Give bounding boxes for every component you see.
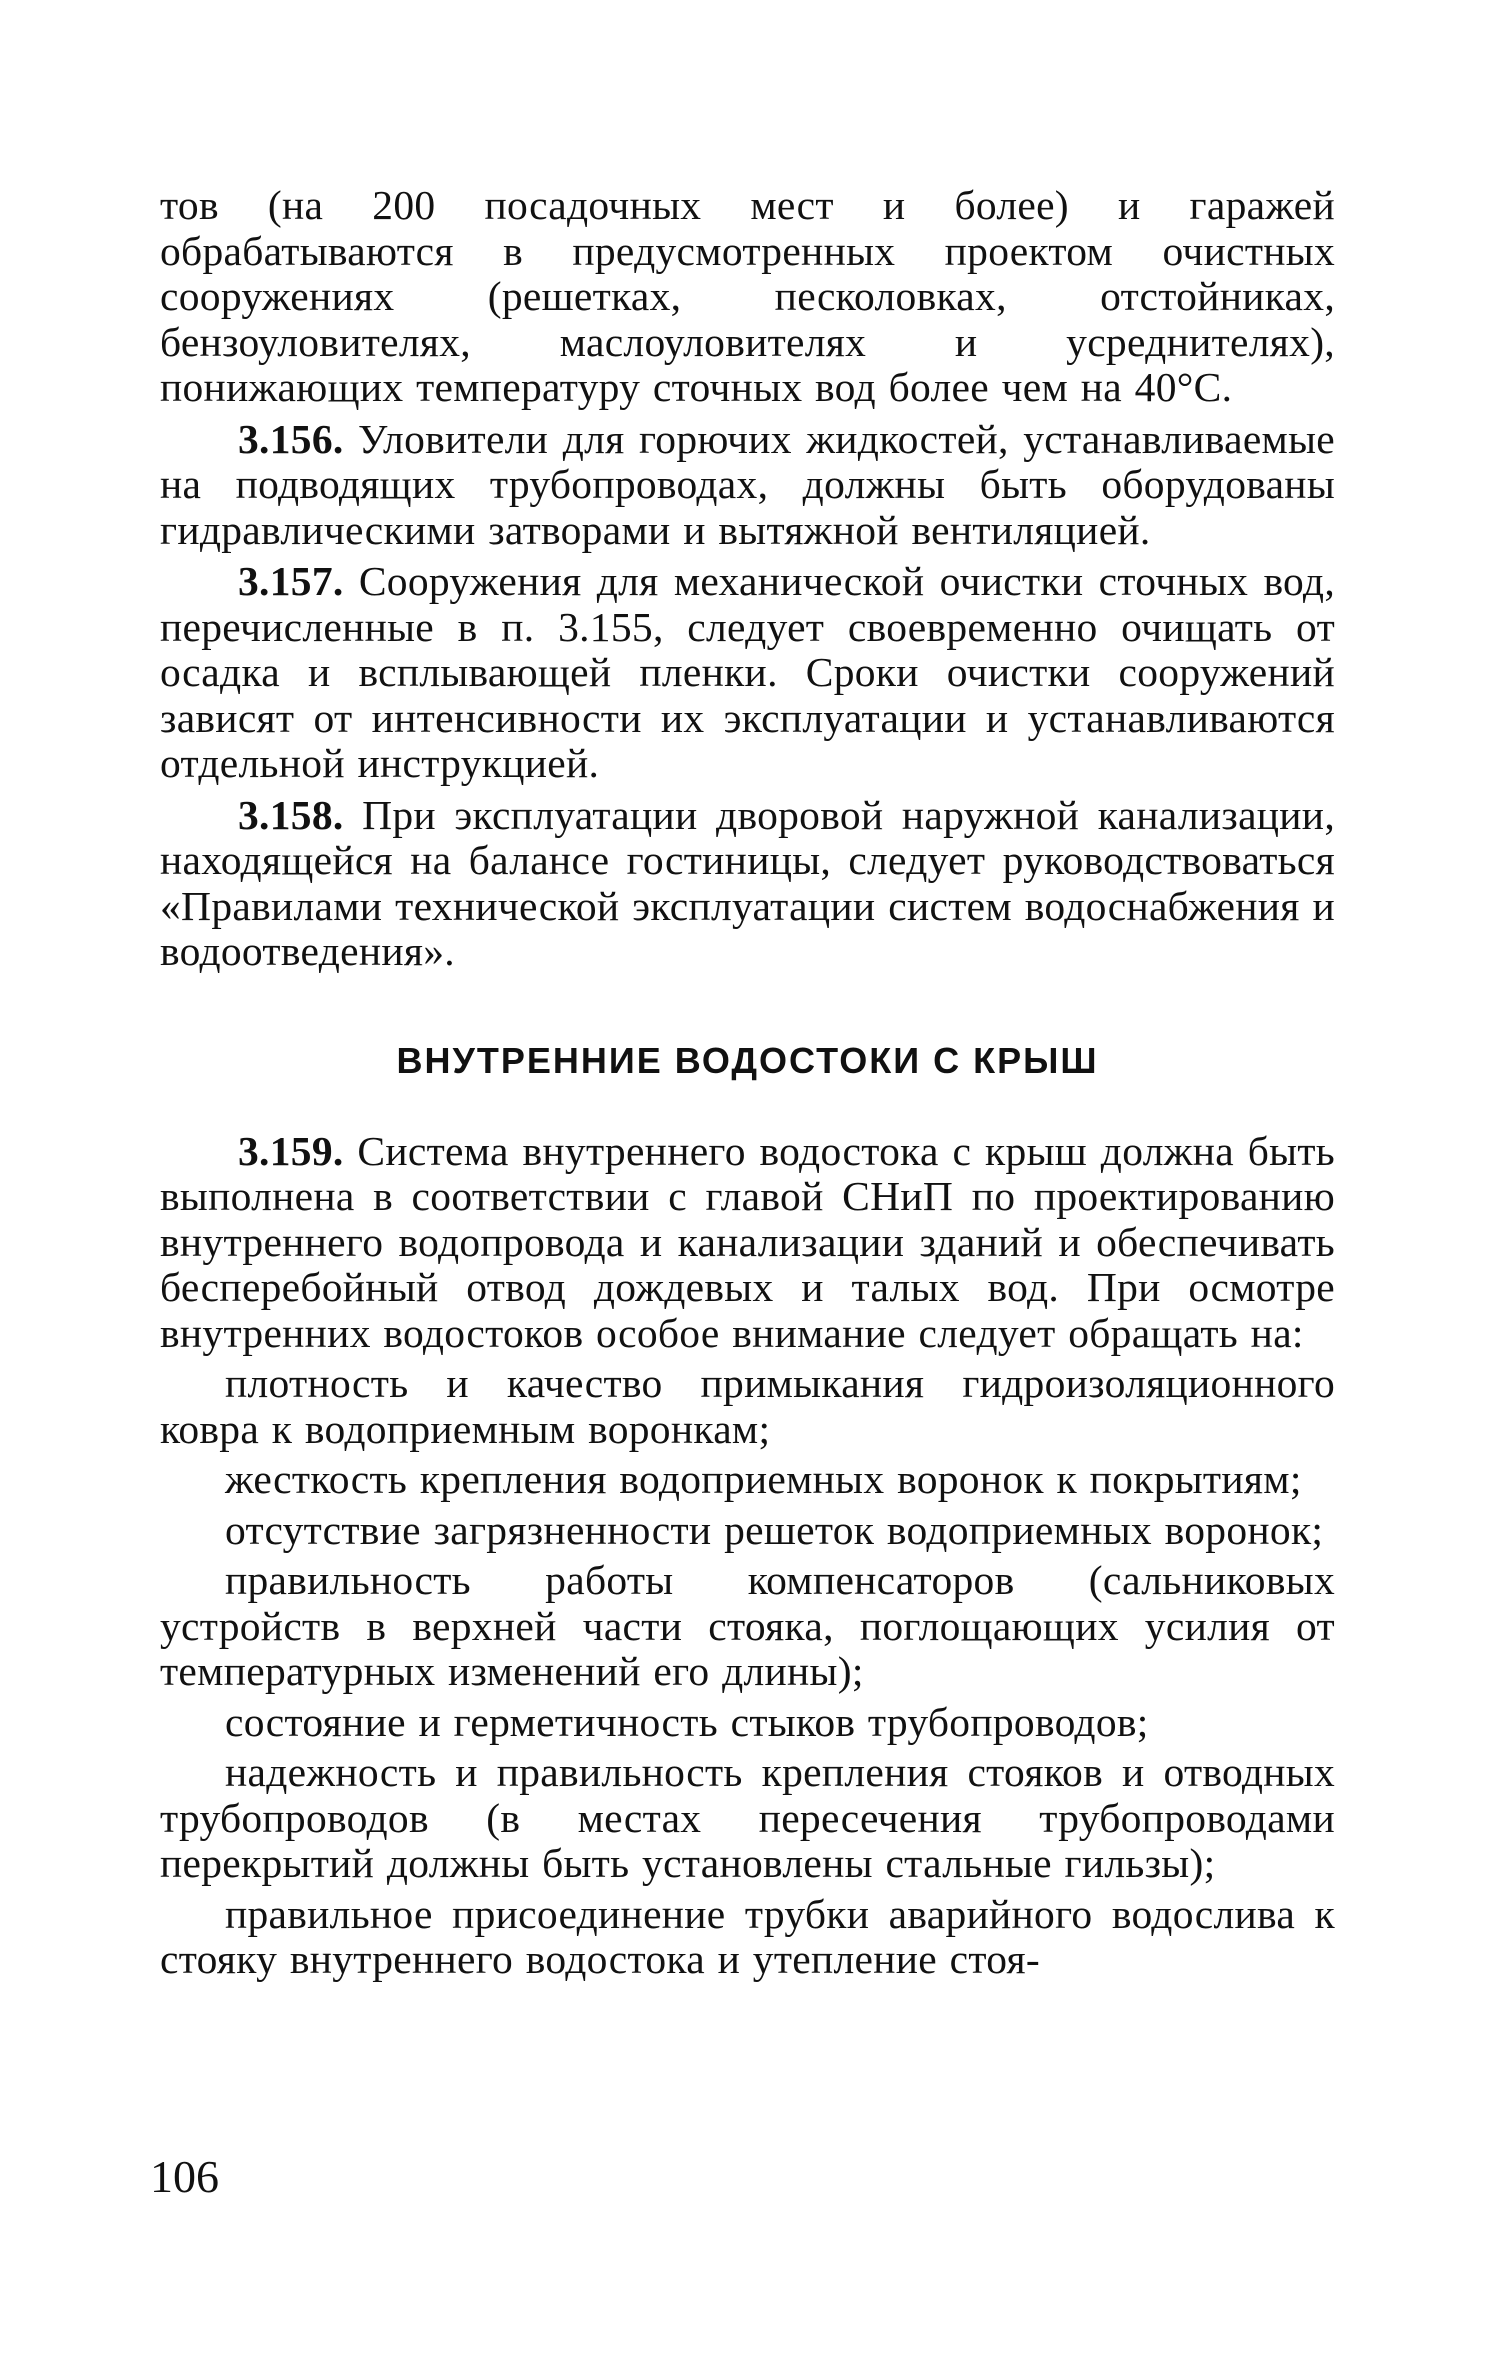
clause-text: Уловители для горючих жидкостей, устанавливаемые на подводящих трубопроводах, должны быть оборудованы гидравлическими затворами и вытяжной вентиляцией. xyxy=(160,415,1335,553)
clause-text: Сооружения для механической очистки сточных вод, перечисленные в п. 3.155, следует своевременно очищать от осадка и всплывающей пленки. Сроки очистки сооружений зависят от интенсивности их эксплуатации и устанавливаются отдельной инструкцией. xyxy=(160,558,1335,786)
clause-text: Система внутреннего водостока с крыш должна быть выполнена в соответствии с главой СНиП по проектированию внутреннего водопровода и канализации зданий и обеспечивать бесперебойный отвод дождевых и талых вод. При осмотре внутренних водостоков особое внимание следует обращать на: xyxy=(160,1127,1335,1356)
page-number: 106 xyxy=(150,2151,219,2202)
paragraph-3-157 xyxy=(160,559,1335,787)
paragraph-3-159 xyxy=(160,1129,1335,1357)
clause-number: 3.156. xyxy=(238,415,344,462)
clause-number: 3.158. xyxy=(238,791,344,838)
list-item: надежность и правильность крепления стояков и отводных трубопроводов (в местах пересечения трубопроводами перекрытий должны быть установлены стальные гильзы); xyxy=(160,1749,1335,1886)
list-item: жесткость крепления водоприемных воронок к покрытиям; xyxy=(225,1456,1302,1502)
list-item: правильное присоединение трубки аварийного водослива к стояку внутреннего водостока и утепление стоя- xyxy=(160,1890,1335,1982)
list-item: состояние и герметичность стыков трубопроводов; xyxy=(225,1698,1149,1745)
paragraph-continuation: тов (на 200 посадочных мест и более) и гаражей обрабатываются в предусмотренных проектом очистных сооружениях (решетках, песколовках, отстойниках, бензоуловителях, маслоуловителях и усреднителях), понижающих температуру сточных вод более чем на 40°С. xyxy=(160,182,1335,410)
clause-text: При эксплуатации дворовой наружной канализации, находящейся на балансе гостиницы, следует руководствоваться «Правилами технической эксплуатации систем водоснабжения и водоотведения». xyxy=(160,791,1335,974)
list-item: отсутствие загрязненности решеток водоприемных воронок; xyxy=(225,1506,1324,1553)
section-heading: ВНУТРЕННИЕ ВОДОСТОКИ С КРЫШ xyxy=(396,1039,1099,1081)
paragraph-3-158 xyxy=(160,793,1335,975)
list-item: правильность работы компенсаторов (сальниковых устройств в верхней части стояка, поглощающих усилия от температурных изменений его длины); xyxy=(160,1557,1335,1694)
list-item: плотность и качество примыкания гидроизоляционного ковра к водоприемным воронкам; xyxy=(160,1360,1335,1452)
clause-number: 3.157. xyxy=(238,558,344,604)
clause-number: 3.159. xyxy=(238,1127,344,1174)
document-page xyxy=(160,183,1335,1983)
paragraph-3-156 xyxy=(160,417,1335,554)
